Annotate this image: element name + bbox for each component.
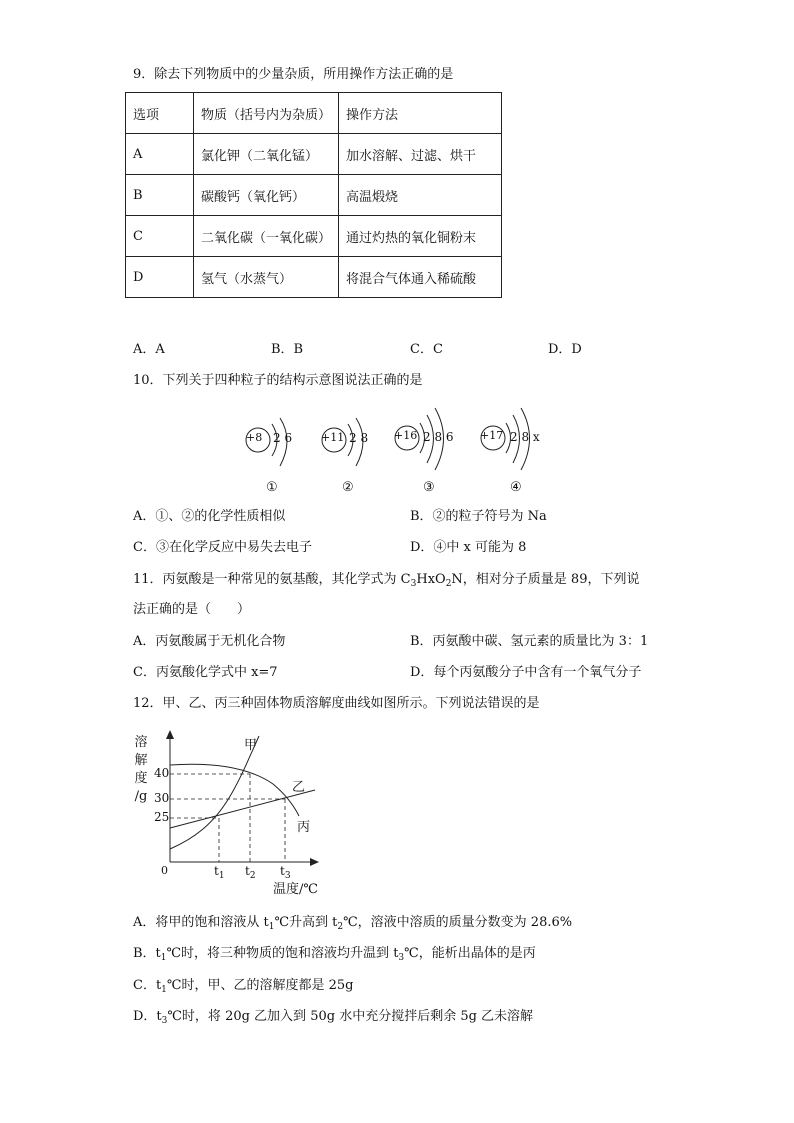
table-cell: D [126,257,194,298]
electron-shells: 2 6 [273,431,293,445]
y-axis-label [133,734,149,806]
q12-option-a [133,914,572,936]
q12-option-c [133,977,353,999]
table-cell: 将混合气体通入稀硫酸 [339,257,502,298]
subscript: 2 [337,922,344,932]
q11-option-c: C．丙氨酸化学式中 x=7 [133,665,278,680]
x-axis-arrow [310,858,319,866]
q10-option-b: B．②的粒子符号为 Na [410,509,547,524]
option-text: ℃时，将三种物质的饱和溶液均升温到 t [166,946,399,961]
table-header-cell: 选项 [126,93,194,134]
q9-table [125,92,502,298]
x-tick-label [214,864,225,881]
table-cell: 氯化钾（二氧化锰） [194,134,339,175]
table-cell: 通过灼热的氧化铜粉末 [339,216,502,257]
x-tick-t: t [280,864,285,878]
y-tick-label: 25 [154,810,170,824]
table-cell: A [126,134,194,175]
q9-option-b: B．B [271,342,304,357]
table-cell: B [126,175,194,216]
subscript: 1 [268,922,275,932]
subscript: 2 [249,871,256,881]
nucleus-charge: +16 [394,429,418,442]
y-axis-label-char: 度 [134,771,148,786]
option-text: ℃时，将 20g 乙加入到 50g 水中充分搅拌后剩余 5g 乙未溶解 [167,1009,534,1024]
subscript: 3 [410,579,417,589]
option-text: ℃升高到 t [274,915,338,930]
table-cell: 氢气（水蒸气） [194,257,339,298]
subscript: 1 [161,985,167,995]
y-tick-label: 40 [154,766,170,780]
option-text: A．将甲的饱和溶液从 t [133,915,269,930]
y-axis-arrow [166,730,174,739]
q9-option-c: C．C [410,342,443,357]
nucleus-charge: +17 [480,429,504,442]
q12-option-d [133,1008,533,1030]
subscript: 2 [445,579,452,589]
table-header-cell: 物质（括号内为杂质） [194,93,339,134]
table-row [126,257,502,298]
q11-option-d: D．每个丙氨酸分子中含有一个氧气分子 [410,665,642,680]
origin-label: 0 [161,864,168,877]
y-axis-label-char: 解 [134,753,148,768]
subscript: 3 [398,953,405,963]
subscript: 1 [218,871,225,881]
q10-option-d: D．④中 x 可能为 8 [410,540,527,555]
option-text: C．t [133,978,162,993]
atom-diagram-4 [480,418,552,474]
table-header-cell: 操作方法 [339,93,502,134]
electron-shells: 2 8 x [510,430,540,444]
option-text: B．t [133,946,161,961]
atom-shells-graphic [394,418,466,470]
q10-option-c: C．③在化学反应中易失去电子 [133,540,312,555]
table-header-row [126,93,502,134]
option-text: D．t [133,1009,162,1024]
option-text: ℃，溶液中溶质的质量分数变为 28.6% [343,915,573,930]
table-row [126,216,502,257]
q11-option-a: A．丙氨酸属于无机化合物 [133,634,286,649]
atom-diagram-3 [394,418,466,474]
x-axis-label: 温度/℃ [273,882,318,897]
q11-stem-text: 11．丙氨酸是一种常见的氨基酸，其化学式为 C [133,572,411,587]
table-cell: 碳酸钙（氧化钙） [194,175,339,216]
atom-diagram-1 [244,420,304,472]
q12-stem: 12．甲、乙、丙三种固体物质溶解度曲线如图所示。下列说法错误的是 [133,696,540,711]
subscript: 1 [160,953,167,963]
y-axis-label-char: 溶 [134,735,148,750]
atom-label: ① [266,480,278,495]
atom-diagram-2 [320,420,380,472]
atom-label: ② [342,480,354,495]
atom-label: ④ [510,480,522,495]
nucleus-charge: +11 [321,431,345,444]
q10-stem: 10．下列关于四种粒子的结构示意图说法正确的是 [133,373,423,388]
y-axis-label-char: /g [134,789,148,804]
electron-shells: 2 8 6 [423,430,454,444]
table-row [126,175,502,216]
option-text: ℃时，甲、乙的溶解度都是 25g [166,978,354,993]
y-tick-label: 30 [154,791,170,805]
curve-label-bing: 丙 [297,820,311,835]
table-cell: 加水溶解、过滤、烘干 [339,134,502,175]
x-tick-t: t [245,864,250,878]
table-cell: 高温煅烧 [339,175,502,216]
q11-stem-line1 [133,571,639,593]
q9-stem: 9．除去下列物质中的少量杂质，所用操作方法正确的是 [133,67,454,82]
x-tick-t: t [214,864,219,878]
subscript: 3 [161,1016,168,1026]
nucleus-charge: +8 [246,431,263,444]
electron-shells: 2 8 [349,431,369,445]
table-cell: C [126,216,194,257]
q11-stem-text: HxO [416,572,446,587]
q11-option-b: B．丙氨酸中碳、氢元素的质量比为 3：1 [410,634,649,649]
q9-option-d: D．D [548,342,582,357]
curve-label-jia: 甲 [244,738,258,753]
solubility-chart [125,728,335,898]
atom-label: ③ [423,480,435,495]
q11-stem-line2: 法正确的是（ ） [133,602,251,617]
table-row [126,134,502,175]
table-cell: 二氧化碳（一氧化碳） [194,216,339,257]
q12-option-b [133,945,536,967]
curve-bing [170,764,299,816]
q11-stem-text: N，相对分子质量是 89，下列说 [451,572,640,587]
curve-yi [170,790,315,828]
curve-label-yi: 乙 [292,780,306,795]
q9-option-a: A．A [133,342,165,357]
atom-shells-graphic [480,418,552,470]
q10-option-a: A．①、②的化学性质相似 [133,509,286,524]
option-text: ℃，能析出晶体的是丙 [404,946,536,961]
subscript: 3 [284,871,291,881]
x-tick-label [245,864,256,881]
